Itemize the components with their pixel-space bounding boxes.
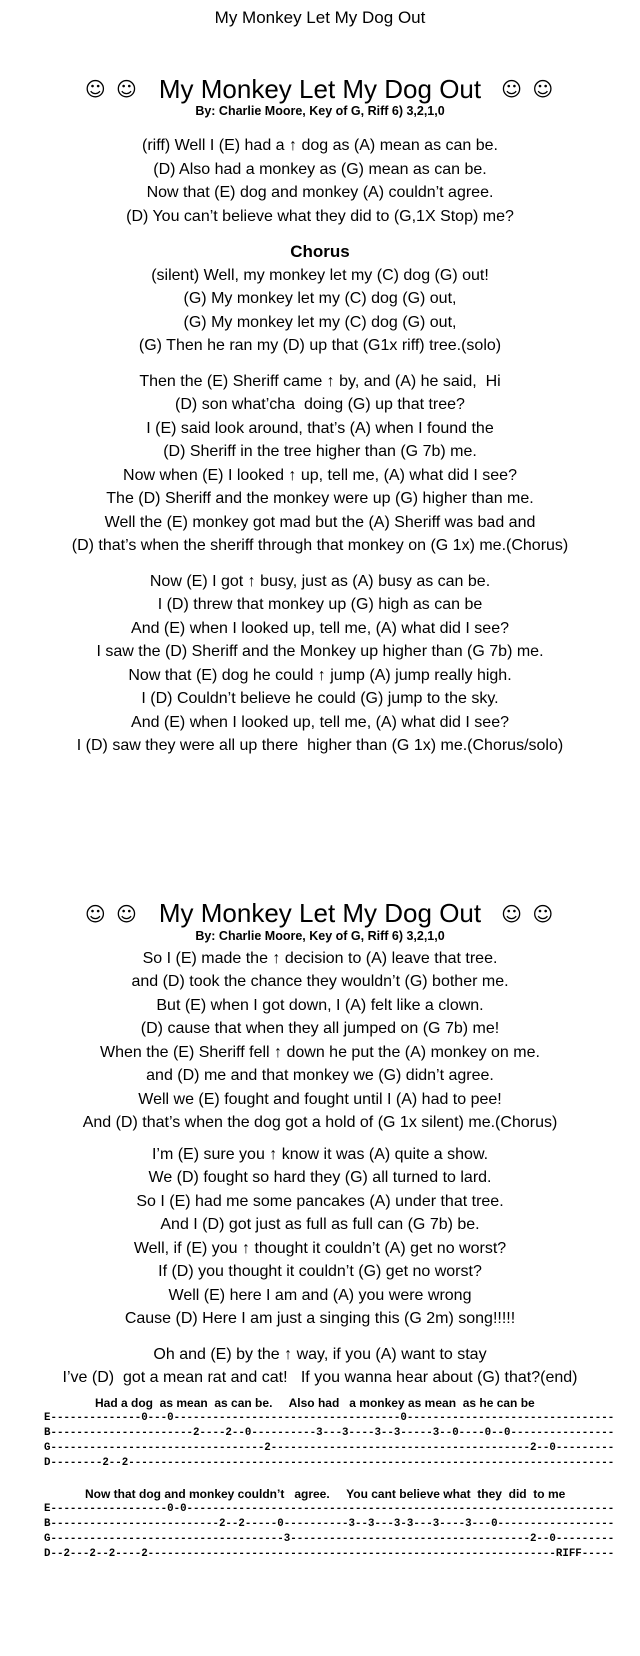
verse-line: Now that (E) dog and monkey (A) couldn’t agree. <box>146 184 494 201</box>
verse-line: I (D) Couldn’t believe he could (G) jump to the sky. <box>141 690 499 707</box>
verse-line: Oh and (E) by the ↑ way, if you (A) want to stay <box>153 1345 487 1363</box>
verse-line: Well we (E) fought and fought until I (A) had to pee! <box>138 1090 502 1108</box>
verse-line: So I (E) had me some pancakes (A) under that tree. <box>136 1192 504 1210</box>
verse-3 <box>0 570 640 758</box>
verse-line: The (D) Sheriff and the monkey were up (G) higher than me. <box>106 490 534 507</box>
verse-line: (D) Also had a monkey as (G) mean as can be. <box>153 160 487 178</box>
byline: By: Charlie Moore, Key of G, Riff 6) 3,2,1,0 <box>195 104 445 118</box>
verse-line: I saw the (D) Sheriff and the Monkey up higher than (G 7b) me. <box>96 643 544 660</box>
tab-string-b: B--------------------------2--2-----0----------3--3---3-3---3----3---0------------------ <box>44 1517 615 1530</box>
verse-line: But (E) when I got down, I (A) felt like a clown. <box>156 996 484 1014</box>
verse-line: Well the (E) monkey got mad but the (A) Sheriff was bad and <box>104 513 536 531</box>
verse-line: (D) cause that when they all jumped on (G 7b) me! <box>140 1020 500 1037</box>
smiley-icons-right: ☺ ☺ <box>501 901 556 926</box>
verse-1 <box>0 134 640 228</box>
tab-string-d: D--2---2--2----2---------------------------------------------------------------RIFF----- <box>44 1547 615 1560</box>
song-title-row <box>0 74 640 104</box>
chorus-line: (silent) Well, my monkey let my (C) dog (G) out! <box>151 266 489 284</box>
byline-page2: By: Charlie Moore, Key of G, Riff 6) 3,2,1,0 <box>195 928 445 943</box>
song-title-row-page2 <box>0 899 640 929</box>
verse-line: Now when (E) I looked ↑ up, tell me, (A) what did I see? <box>123 466 517 484</box>
outro <box>0 1343 640 1390</box>
tab-staff <box>44 1502 640 1562</box>
verse-5 <box>0 1143 640 1331</box>
verse-line: (D) son what’cha doing (G) up that tree? <box>175 396 465 413</box>
chorus-line: (G) My monkey let my (C) dog (G) out, <box>183 313 457 331</box>
verse-line: I’m (E) sure you ↑ know it was (A) quite a show. <box>151 1145 489 1163</box>
verse-line: I (D) saw they were all up there higher than (G 1x) me.(Chorus/solo) <box>76 737 564 754</box>
verse-line: (riff) Well I (E) had a ↑ dog as (A) mean as can be. <box>142 137 498 154</box>
tab-string-g: G------------------------------------3-------------------------------------2--0--------- <box>44 1532 615 1545</box>
smiley-icons-left: ☺ ☺ <box>84 901 139 926</box>
tab-block-1 <box>44 1396 640 1471</box>
verse-line: If (D) you thought it couldn’t (G) get no worst? <box>158 1263 482 1280</box>
verse-line: Now (E) I got ↑ busy, just as (A) busy as can be. <box>149 572 491 590</box>
tab-string-e: E------------------0-0------------------------------------------------------------------ <box>44 1502 615 1515</box>
verse-line: (D) that’s when the sheriff through that monkey on (G 1x) me.(Chorus) <box>71 537 569 554</box>
verse-line: When the (E) Sheriff fell ↑ down he put the (A) monkey on me. <box>100 1043 540 1061</box>
verse-line: And (E) when I looked up, tell me, (A) what did I see? <box>131 619 509 637</box>
verse-line: Now that (E) dog he could ↑ jump (A) jump really high. <box>128 666 512 684</box>
verse-line: And (D) that’s when the dog got a hold of (G 1x silent) me.(Chorus) <box>82 1114 558 1131</box>
chorus-line: (G) My monkey let my (C) dog (G) out, <box>183 290 457 307</box>
verse-line: and (D) took the chance they wouldn’t (G) bother me. <box>131 973 509 990</box>
verse-line: I (E) said look around, that’s (A) when I found the <box>146 419 494 437</box>
verse-line: (D) Sheriff in the tree higher than (G 7b) me. <box>163 443 477 460</box>
tab-string-d: D--------2--2--------------------------------------------------------------------------- <box>44 1456 615 1469</box>
verse-line: So I (E) made the ↑ decision to (A) leave that tree. <box>142 949 498 967</box>
tab-staff <box>44 1411 640 1471</box>
verse-line: (D) You can’t believe what they did to (G,1X Stop) me? <box>126 207 514 225</box>
verse-line: Then the (E) Sheriff came ↑ by, and (A) he said, Hi <box>139 372 501 390</box>
verse-line: I’ve (D) got a mean rat and cat! If you wanna hear about (G) that?(end) <box>62 1369 578 1386</box>
tab-string-g: G---------------------------------2----------------------------------------2--0--------- <box>44 1441 615 1454</box>
verse-4 <box>0 947 640 1135</box>
tab-block-2 <box>44 1487 640 1562</box>
verse-line: Well, if (E) you ↑ thought it couldn’t (A) get no worst? <box>133 1239 507 1257</box>
chorus-heading: Chorus <box>290 242 350 261</box>
tablature-section <box>44 1396 640 1562</box>
smiley-icons-left: ☺ ☺ <box>84 77 139 101</box>
tab-caption: Now that dog and monkey couldn’t agree. You cant believe what they did to me <box>85 1486 566 1501</box>
tab-string-e: E--------------0---0-----------------------------------0-------------------------------- <box>44 1411 615 1424</box>
verse-line: We (D) fought so hard they (G) all turned to lard. <box>148 1169 492 1186</box>
verse-line: Well (E) here I am and (A) you were wrong <box>168 1286 472 1304</box>
song-title: My Monkey Let My Dog Out <box>158 898 482 928</box>
chorus <box>0 264 640 358</box>
chorus-line: (G) Then he ran my (D) up that (G1x riff) tree.(solo) <box>138 337 502 354</box>
smiley-icons-right: ☺ ☺ <box>501 77 556 101</box>
tab-string-b: B----------------------2----2--0----------3---3----3--3-----3--0----0--0---------------- <box>44 1426 615 1439</box>
verse-line: And I (D) got just as full as full can (G 7b) be. <box>160 1216 480 1233</box>
tab-caption: Had a dog as mean as can be. Also had a monkey as mean as he can be <box>95 1395 535 1410</box>
verse-line: Cause (D) Here I am just a singing this (G 2m) song!!!!! <box>124 1310 516 1327</box>
verse-2 <box>0 370 640 558</box>
verse-line: and (D) me and that monkey we (G) didn’t agree. <box>146 1067 494 1084</box>
page-header-title: My Monkey Let My Dog Out <box>214 8 426 27</box>
verse-line: And (E) when I looked up, tell me, (A) what did I see? <box>131 713 509 731</box>
song-title: My Monkey Let My Dog Out <box>158 73 482 104</box>
verse-line: I (D) threw that monkey up (G) high as can be <box>157 596 483 613</box>
